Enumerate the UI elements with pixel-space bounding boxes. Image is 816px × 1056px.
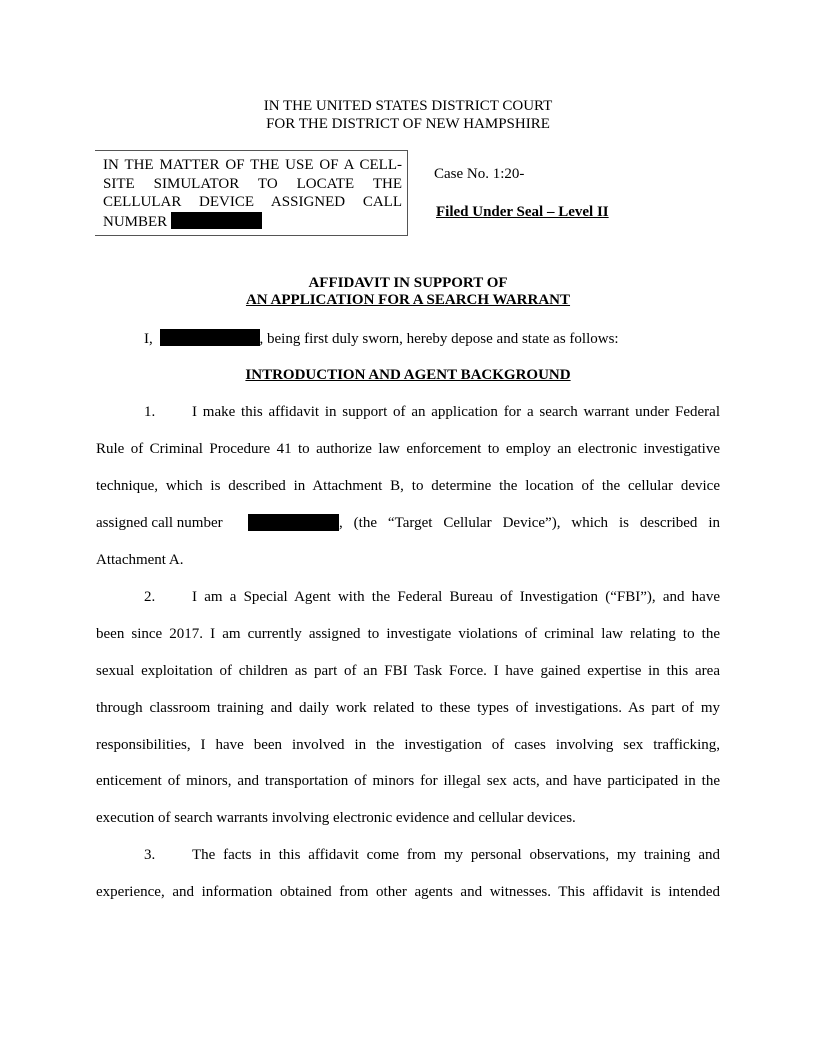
case-caption-text — [103, 156, 402, 231]
caption-line-1: IN THE MATTER OF THE USE OF A CELL- — [103, 157, 402, 173]
oath-prefix: I, — [144, 331, 153, 347]
case-caption-box — [95, 150, 408, 236]
paragraph-line: enticement of minors, and transportation of minors for illegal sex acts, and have participated in the — [96, 773, 720, 789]
paragraph-line: The facts in this affidavit come from my personal observations, my training and — [192, 847, 720, 863]
caption-line-3: CELLULAR DEVICE ASSIGNED CALL — [103, 194, 402, 210]
paragraph-line: Attachment A. — [96, 552, 184, 568]
paragraph-line: technique, which is described in Attachment B, to determine the location of the cellular device — [96, 478, 720, 494]
sealed-notice: Filed Under Seal – Level II — [436, 204, 609, 220]
redaction-bar — [160, 329, 260, 346]
paragraph-line: I make this affidavit in support of an application for a search warrant under Federal — [192, 404, 720, 420]
case-number: Case No. 1:20- — [434, 166, 525, 182]
oath-suffix: , being first duly sworn, hereby depose and state as follows: — [259, 331, 619, 347]
redaction-bar — [248, 514, 339, 531]
paragraph-line: responsibilities, I have been involved in the investigation of cases involving sex trafficking, — [96, 737, 720, 753]
paragraph-line: been since 2017. I am currently assigned to investigate violations of criminal law relating to the — [96, 626, 720, 642]
caption-line-2: SITE SIMULATOR TO LOCATE THE — [103, 175, 402, 192]
caption-line-4 — [103, 212, 402, 232]
district-name-line: FOR THE DISTRICT OF NEW HAMPSHIRE — [266, 116, 550, 132]
call-number-label: assigned call number — [96, 515, 223, 531]
paragraph-line: through classroom training and daily work related to these types of investigations. As part of my — [96, 700, 720, 716]
paragraph-number: 1. — [144, 404, 156, 420]
affidavit-title-line-2: AN APPLICATION FOR A SEARCH WARRANT — [245, 292, 571, 308]
paragraph-line: experience, and information obtained from other agents and witnesses. This affidavit is intended — [96, 884, 720, 900]
paragraph-number: 2. — [144, 589, 156, 605]
redaction-bar — [171, 212, 262, 229]
paragraph-number: 3. — [144, 847, 156, 863]
paragraph-line: sexual exploitation of children as part of an FBI Task Force. I have gained expertise in this area — [96, 663, 720, 679]
court-header — [0, 97, 816, 133]
court-name-line: IN THE UNITED STATES DISTRICT COURT — [263, 98, 553, 114]
target-device-text: , (the “Target Cellular Device”), which is described in — [339, 515, 720, 531]
caption-number-label: NUMBER — [103, 213, 168, 230]
section-heading: INTRODUCTION AND AGENT BACKGROUND — [245, 367, 571, 383]
oath-statement — [144, 329, 619, 348]
paragraph-line: Rule of Criminal Procedure 41 to authorize law enforcement to employ an electronic investigative — [96, 441, 720, 457]
paragraph-line: execution of search warrants involving electronic evidence and cellular devices. — [96, 810, 576, 826]
affidavit-title — [0, 275, 816, 309]
paragraph-line: I am a Special Agent with the Federal Bureau of Investigation (“FBI”), and have — [192, 589, 720, 605]
affidavit-title-line-1: AFFIDAVIT IN SUPPORT OF — [308, 275, 508, 291]
